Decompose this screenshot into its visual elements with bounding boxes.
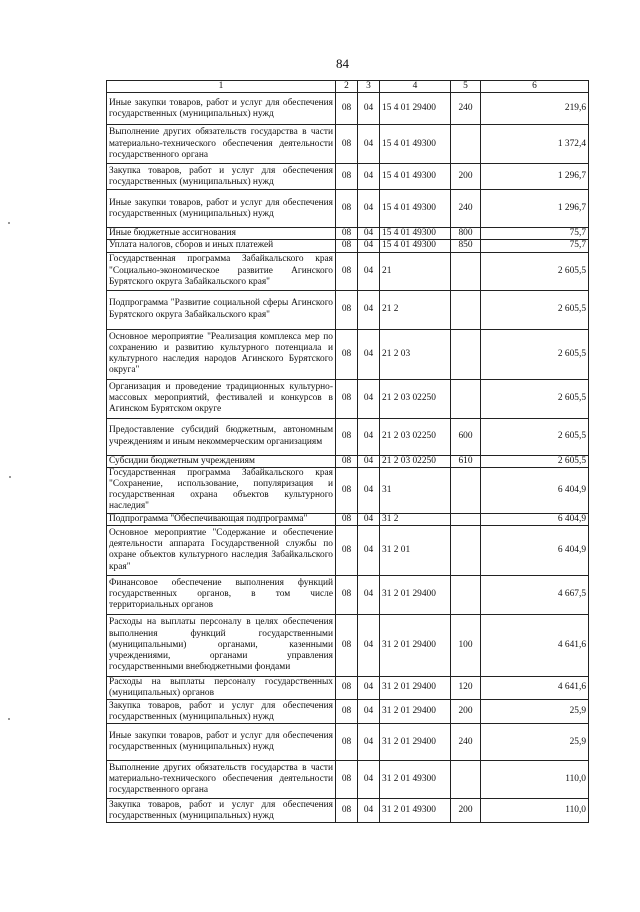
subsection-cell: 04 [358,467,380,513]
amount-cell: 2 605,5 [481,329,589,379]
target-article-cell: 31 2 01 29400 [380,676,451,699]
amount-cell: 4 667,5 [481,575,589,614]
target-article-cell: 15 4 01 29400 [380,93,451,125]
scan-speck [8,718,10,720]
subsection-cell: 04 [358,125,380,164]
row-name-cell: Субсидии бюджетным учреждениям [107,455,336,467]
subsection-cell: 04 [358,513,380,525]
amount-cell: 110,0 [481,799,589,823]
budget-table [106,80,589,823]
page-number: 84 [336,56,349,71]
target-article-cell: 31 2 01 29400 [380,614,451,676]
amount-cell: 25,9 [481,724,589,761]
row-name-cell: Закупка товаров, работ и услуг для обеспечения государственных (муниципальных) нужд [107,799,336,823]
scan-speck [8,222,10,224]
row-name-cell: Закупка товаров, работ и услуг для обеспечения государственных (муниципальных) нужд [107,164,336,190]
expense-type-cell [451,575,481,614]
expense-type-cell: 200 [451,164,481,190]
table-row [107,190,589,228]
target-article-cell: 31 2 01 29400 [380,700,451,724]
col-header-5: 5 [451,81,481,93]
subsection-cell: 04 [358,252,380,290]
header-row [107,81,589,93]
expense-type-cell: 240 [451,190,481,228]
table-row [107,467,589,513]
subsection-cell: 04 [358,761,380,799]
section-cell: 08 [336,467,358,513]
amount-cell: 2 605,5 [481,455,589,467]
subsection-cell: 04 [358,799,380,823]
col-header-3: 3 [358,81,380,93]
section-cell: 08 [336,290,358,329]
target-article-cell: 21 2 03 02250 [380,418,451,455]
target-article-cell: 15 4 01 49300 [380,164,451,190]
target-article-cell: 21 [380,252,451,290]
target-article-cell: 31 2 01 49300 [380,761,451,799]
target-article-cell: 31 2 01 49300 [380,799,451,823]
table-row [107,575,589,614]
row-name-cell: Основное мероприятие "Содержание и обеспечение деятельности аппарата Государственной службы по охране объектов культурного наследия Забайкальского края" [107,525,336,575]
row-name-cell: Иные бюджетные ассигнования [107,228,336,240]
expense-type-cell: 200 [451,799,481,823]
section-cell: 08 [336,614,358,676]
section-cell: 08 [336,513,358,525]
subsection-cell: 04 [358,190,380,228]
row-name-cell: Закупка товаров, работ и услуг для обеспечения государственных (муниципальных) нужд [107,700,336,724]
target-article-cell: 31 [380,467,451,513]
subsection-cell: 04 [358,575,380,614]
subsection-cell: 04 [358,164,380,190]
row-name-cell: Иные закупки товаров, работ и услуг для обеспечения государственных (муниципальных) нужд [107,724,336,761]
expense-type-cell: 200 [451,700,481,724]
subsection-cell: 04 [358,93,380,125]
expense-type-cell [451,329,481,379]
target-article-cell: 31 2 01 29400 [380,724,451,761]
subsection-cell: 04 [358,700,380,724]
table-row [107,700,589,724]
expense-type-cell [451,379,481,418]
expense-type-cell [451,290,481,329]
expense-type-cell: 240 [451,93,481,125]
row-name-cell: Государственная программа Забайкальского края "Социально-экономическое развитие Агинского Бурятского округа Забайкальского края" [107,252,336,290]
section-cell: 08 [336,164,358,190]
target-article-cell: 21 2 03 02250 [380,379,451,418]
expense-type-cell: 610 [451,455,481,467]
subsection-cell: 04 [358,614,380,676]
row-name-cell: Предоставление субсидий бюджетным, автономным учреждениям и иным некоммерческим организациям [107,418,336,455]
section-cell: 08 [336,240,358,252]
target-article-cell: 15 4 01 49300 [380,125,451,164]
section-cell: 08 [336,125,358,164]
table-row [107,329,589,379]
section-cell: 08 [336,575,358,614]
row-name-cell: Финансовое обеспечение выполнения функций государственных органов, в том числе территориальных органов [107,575,336,614]
expense-type-cell [451,513,481,525]
section-cell: 08 [336,252,358,290]
amount-cell: 6 404,9 [481,467,589,513]
subsection-cell: 04 [358,724,380,761]
table-row [107,252,589,290]
amount-cell: 6 404,9 [481,525,589,575]
section-cell: 08 [336,329,358,379]
target-article-cell: 31 2 01 29400 [380,575,451,614]
target-article-cell: 15 4 01 49300 [380,190,451,228]
row-name-cell: Расходы на выплаты персоналу в целях обеспечения выполнения функций государственными (муниципальными) органами, казенными учреждениями, органами управления государственными внебюджетными фондами [107,614,336,676]
amount-cell: 4 641,6 [481,676,589,699]
subsection-cell: 04 [358,329,380,379]
table-row [107,240,589,252]
amount-cell: 110,0 [481,761,589,799]
target-article-cell: 21 2 [380,290,451,329]
subsection-cell: 04 [358,379,380,418]
table-row [107,228,589,240]
section-cell: 08 [336,700,358,724]
table-row [107,676,589,699]
target-article-cell: 15 4 01 49300 [380,240,451,252]
table-row [107,761,589,799]
section-cell: 08 [336,761,358,799]
expense-type-cell [451,525,481,575]
table-row [107,379,589,418]
section-cell: 08 [336,93,358,125]
amount-cell: 1 296,7 [481,190,589,228]
subsection-cell: 04 [358,290,380,329]
section-cell: 08 [336,455,358,467]
section-cell: 08 [336,379,358,418]
section-cell: 08 [336,676,358,699]
section-cell: 08 [336,799,358,823]
table-row [107,799,589,823]
row-name-cell: Подпрограмма "Обеспечивающая подпрограмма" [107,513,336,525]
expense-type-cell [451,467,481,513]
table-row [107,513,589,525]
table-row [107,290,589,329]
expense-type-cell: 120 [451,676,481,699]
section-cell: 08 [336,418,358,455]
col-header-4: 4 [380,81,451,93]
row-name-cell: Уплата налогов, сборов и иных платежей [107,240,336,252]
target-article-cell: 21 2 03 02250 [380,455,451,467]
target-article-cell: 31 2 [380,513,451,525]
row-name-cell: Государственная программа Забайкальского края "Сохранение, использование, популяризация и государственная охрана объектов культурного наследия" [107,467,336,513]
amount-cell: 2 605,5 [481,379,589,418]
subsection-cell: 04 [358,228,380,240]
subsection-cell: 04 [358,455,380,467]
amount-cell: 1 372,4 [481,125,589,164]
row-name-cell: Иные закупки товаров, работ и услуг для обеспечения государственных (муниципальных) нужд [107,93,336,125]
target-article-cell: 31 2 01 [380,525,451,575]
scan-speck [9,476,11,478]
col-header-1: 1 [107,81,336,93]
table-row [107,455,589,467]
amount-cell: 6 404,9 [481,513,589,525]
expense-type-cell: 850 [451,240,481,252]
amount-cell: 2 605,5 [481,252,589,290]
amount-cell: 75,7 [481,240,589,252]
row-name-cell: Расходы на выплаты персоналу государственных (муниципальных) органов [107,676,336,699]
amount-cell: 2 605,5 [481,290,589,329]
subsection-cell: 04 [358,676,380,699]
row-name-cell: Основное мероприятие "Реализация комплекса мер по сохранению и развитию культурного потенциала и культурного наследия народов Агинского Бурятского округа" [107,329,336,379]
amount-cell: 219,6 [481,93,589,125]
section-cell: 08 [336,724,358,761]
subsection-cell: 04 [358,525,380,575]
row-name-cell: Выполнение других обязательств государства в части материально-технического обеспечения деятельности государственного органа [107,761,336,799]
table-row [107,525,589,575]
amount-cell: 1 296,7 [481,164,589,190]
table-row [107,724,589,761]
expense-type-cell [451,252,481,290]
section-cell: 08 [336,525,358,575]
col-header-2: 2 [336,81,358,93]
row-name-cell: Выполнение других обязательств государства в части материально-технического обеспечения деятельности государственного органа [107,125,336,164]
expense-type-cell [451,761,481,799]
expense-type-cell: 600 [451,418,481,455]
section-cell: 08 [336,228,358,240]
table-row [107,418,589,455]
table-row [107,164,589,190]
expense-type-cell: 100 [451,614,481,676]
row-name-cell: Подпрограмма "Развитие социальной сферы Агинского Бурятского округа Забайкальского края" [107,290,336,329]
amount-cell: 25,9 [481,700,589,724]
subsection-cell: 04 [358,240,380,252]
expense-type-cell: 240 [451,724,481,761]
target-article-cell: 15 4 01 49300 [380,228,451,240]
target-article-cell: 21 2 03 [380,329,451,379]
expense-type-cell [451,125,481,164]
amount-cell: 4 641,6 [481,614,589,676]
table-row [107,614,589,676]
amount-cell: 75,7 [481,228,589,240]
table-row [107,93,589,125]
expense-type-cell: 800 [451,228,481,240]
section-cell: 08 [336,190,358,228]
subsection-cell: 04 [358,418,380,455]
row-name-cell: Иные закупки товаров, работ и услуг для обеспечения государственных (муниципальных) нужд [107,190,336,228]
table-row [107,125,589,164]
amount-cell: 2 605,5 [481,418,589,455]
row-name-cell: Организация и проведение традиционных культурно-массовых мероприятий, фестивалей и конкурсов в Агинском Бурятском округе [107,379,336,418]
col-header-6: 6 [481,81,589,93]
